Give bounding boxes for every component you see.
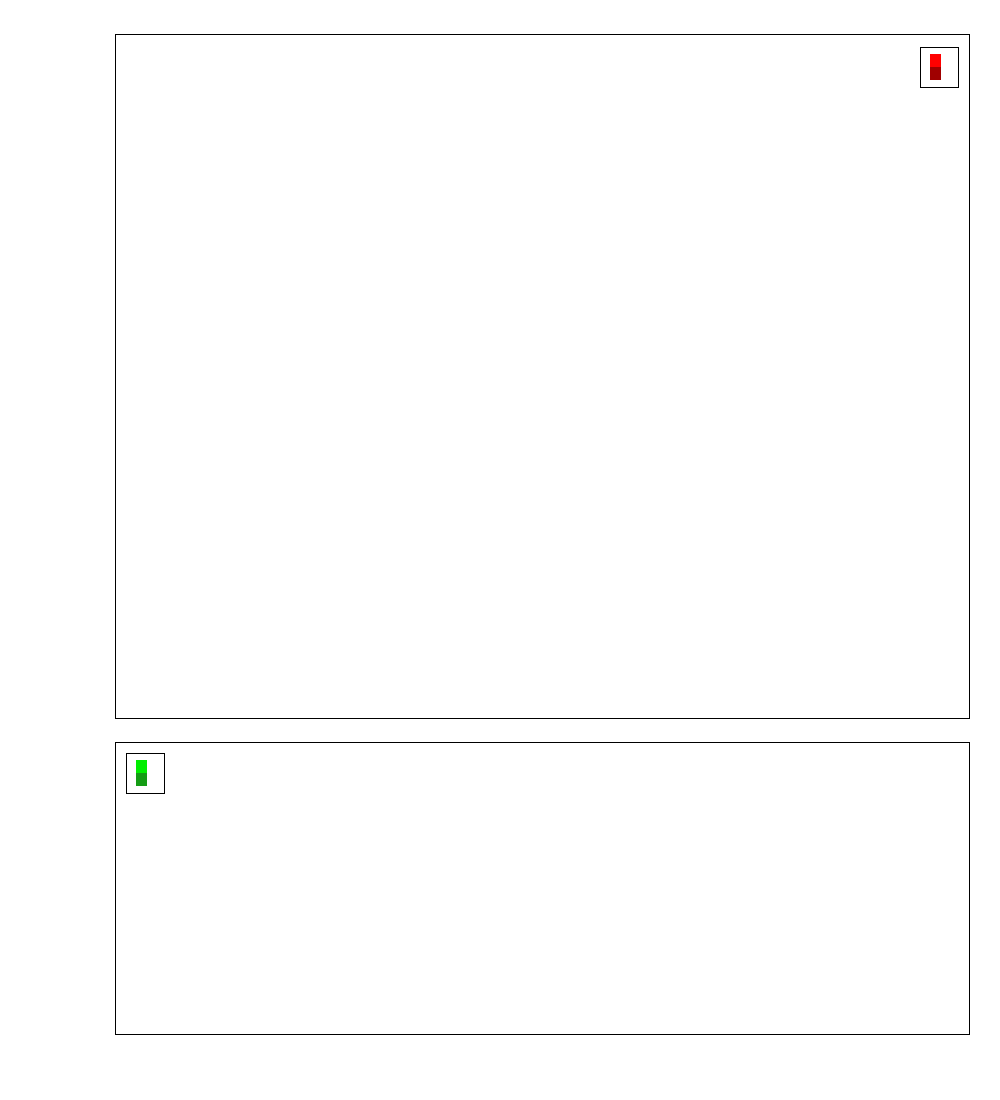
legend-item-participation — [930, 54, 949, 67]
legend-item-available-ruptures — [136, 760, 155, 773]
rupture-count-legend — [126, 753, 165, 794]
legend-swatch-nucleation — [930, 67, 941, 80]
incremental-rate-legend — [920, 47, 959, 88]
incremental-rate-plot-area — [116, 35, 969, 718]
legend-swatch-utilized — [136, 773, 147, 786]
incremental-rate-chart — [115, 34, 970, 719]
rupture-count-chart — [115, 742, 970, 1035]
rupture-count-y-axis — [0, 742, 107, 1035]
rupture-count-plot-area — [116, 743, 969, 1034]
incremental-rate-y-axis — [0, 34, 107, 719]
legend-swatch-participation — [930, 54, 941, 67]
legend-item-nucleation — [930, 67, 949, 80]
legend-item-utilized-ruptures — [136, 773, 155, 786]
legend-swatch-available — [136, 760, 147, 773]
